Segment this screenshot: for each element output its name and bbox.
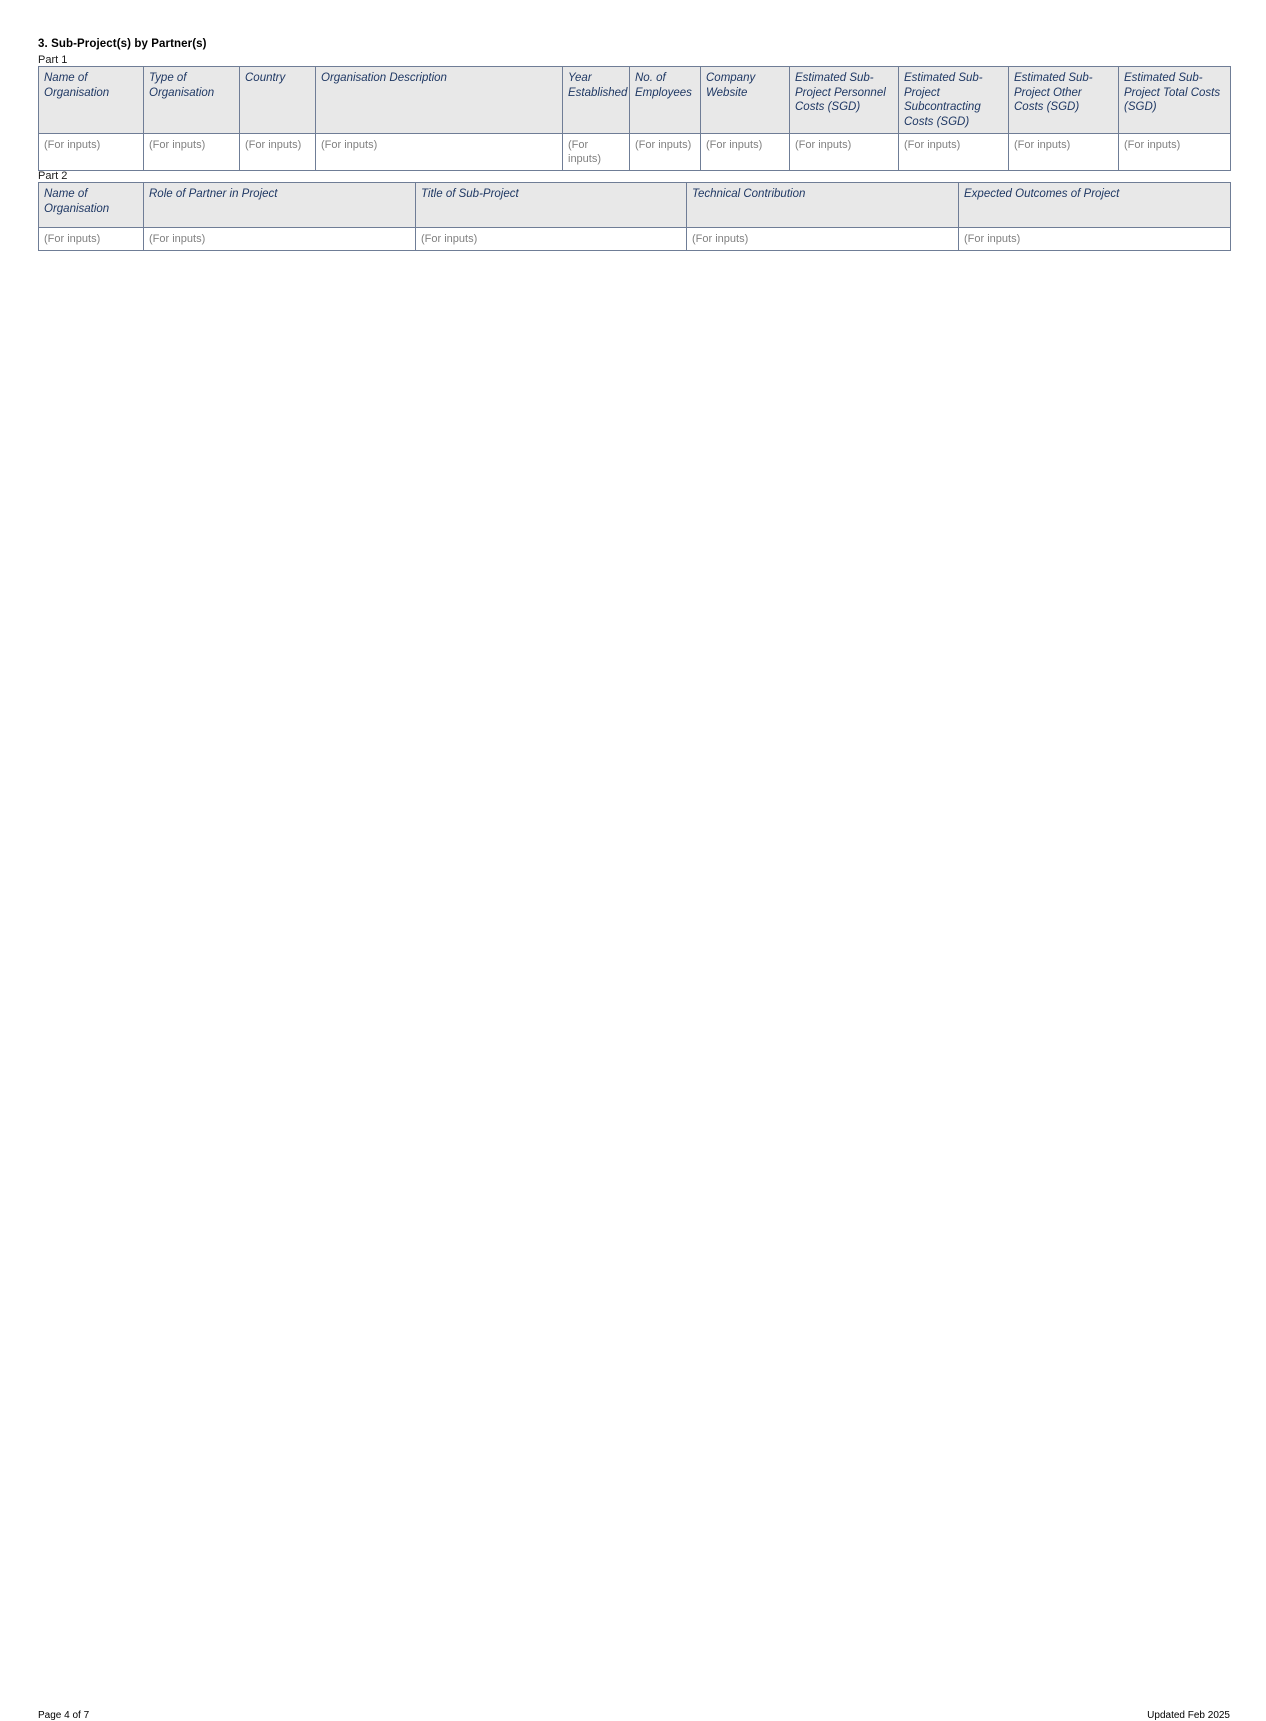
table-header-row bbox=[39, 67, 1231, 134]
th-name-of-organisation: Name of Organisation bbox=[39, 67, 144, 134]
th-year-established: Year Established bbox=[563, 67, 630, 134]
th-organisation-description: Organisation Description bbox=[316, 67, 563, 134]
input-name-of-organisation[interactable]: (For inputs) bbox=[39, 228, 144, 251]
input-estimated-total-costs[interactable]: (For inputs) bbox=[1119, 134, 1231, 171]
part-1-label: Part 1 bbox=[38, 54, 68, 66]
th-no-of-employees: No. of Employees bbox=[630, 67, 701, 134]
table-input-row bbox=[39, 134, 1231, 171]
input-company-website[interactable]: (For inputs) bbox=[701, 134, 790, 171]
page-number: Page 4 of 7 bbox=[38, 1710, 90, 1721]
th-estimated-personnel-costs: Estimated Sub-Project Personnel Costs (SGD) bbox=[790, 67, 899, 134]
sub-project-partners-table-part1 bbox=[38, 66, 1231, 171]
input-no-of-employees[interactable]: (For inputs) bbox=[630, 134, 701, 171]
input-year-established[interactable]: (For inputs) bbox=[563, 134, 630, 171]
table-input-row bbox=[39, 228, 1231, 251]
th-estimated-other-costs: Estimated Sub-Project Other Costs (SGD) bbox=[1009, 67, 1119, 134]
input-title-of-sub-project[interactable]: (For inputs) bbox=[416, 228, 687, 251]
page-footer bbox=[0, 865, 1266, 1721]
input-role-of-partner[interactable]: (For inputs) bbox=[144, 228, 416, 251]
th-name-of-organisation: Name of Organisation bbox=[39, 183, 144, 228]
section-heading: 3. Sub-Project(s) by Partner(s) bbox=[38, 38, 207, 50]
input-technical-contribution[interactable]: (For inputs) bbox=[687, 228, 959, 251]
input-estimated-personnel-costs[interactable]: (For inputs) bbox=[790, 134, 899, 171]
th-country: Country bbox=[240, 67, 316, 134]
th-technical-contribution: Technical Contribution bbox=[687, 183, 959, 228]
th-role-of-partner: Role of Partner in Project bbox=[144, 183, 416, 228]
input-estimated-other-costs[interactable]: (For inputs) bbox=[1009, 134, 1119, 171]
th-estimated-total-costs: Estimated Sub-Project Total Costs (SGD) bbox=[1119, 67, 1231, 134]
th-type-of-organisation: Type of Organisation bbox=[144, 67, 240, 134]
input-country[interactable]: (For inputs) bbox=[240, 134, 316, 171]
input-type-of-organisation[interactable]: (For inputs) bbox=[144, 134, 240, 171]
input-expected-outcomes[interactable]: (For inputs) bbox=[959, 228, 1231, 251]
th-estimated-subcontracting-costs: Estimated Sub-Project Subcontracting Costs (SGD) bbox=[899, 67, 1009, 134]
part-2-label: Part 2 bbox=[38, 170, 68, 182]
table-header-row bbox=[39, 183, 1231, 228]
th-company-website: Company Website bbox=[701, 67, 790, 134]
sub-project-partners-table-part2 bbox=[38, 182, 1231, 251]
th-expected-outcomes: Expected Outcomes of Project bbox=[959, 183, 1231, 228]
input-organisation-description[interactable]: (For inputs) bbox=[316, 134, 563, 171]
input-name-of-organisation[interactable]: (For inputs) bbox=[39, 134, 144, 171]
th-title-of-sub-project: Title of Sub-Project bbox=[416, 183, 687, 228]
updated-date: Updated Feb 2025 bbox=[1147, 1710, 1230, 1721]
input-estimated-subcontracting-costs[interactable]: (For inputs) bbox=[899, 134, 1009, 171]
